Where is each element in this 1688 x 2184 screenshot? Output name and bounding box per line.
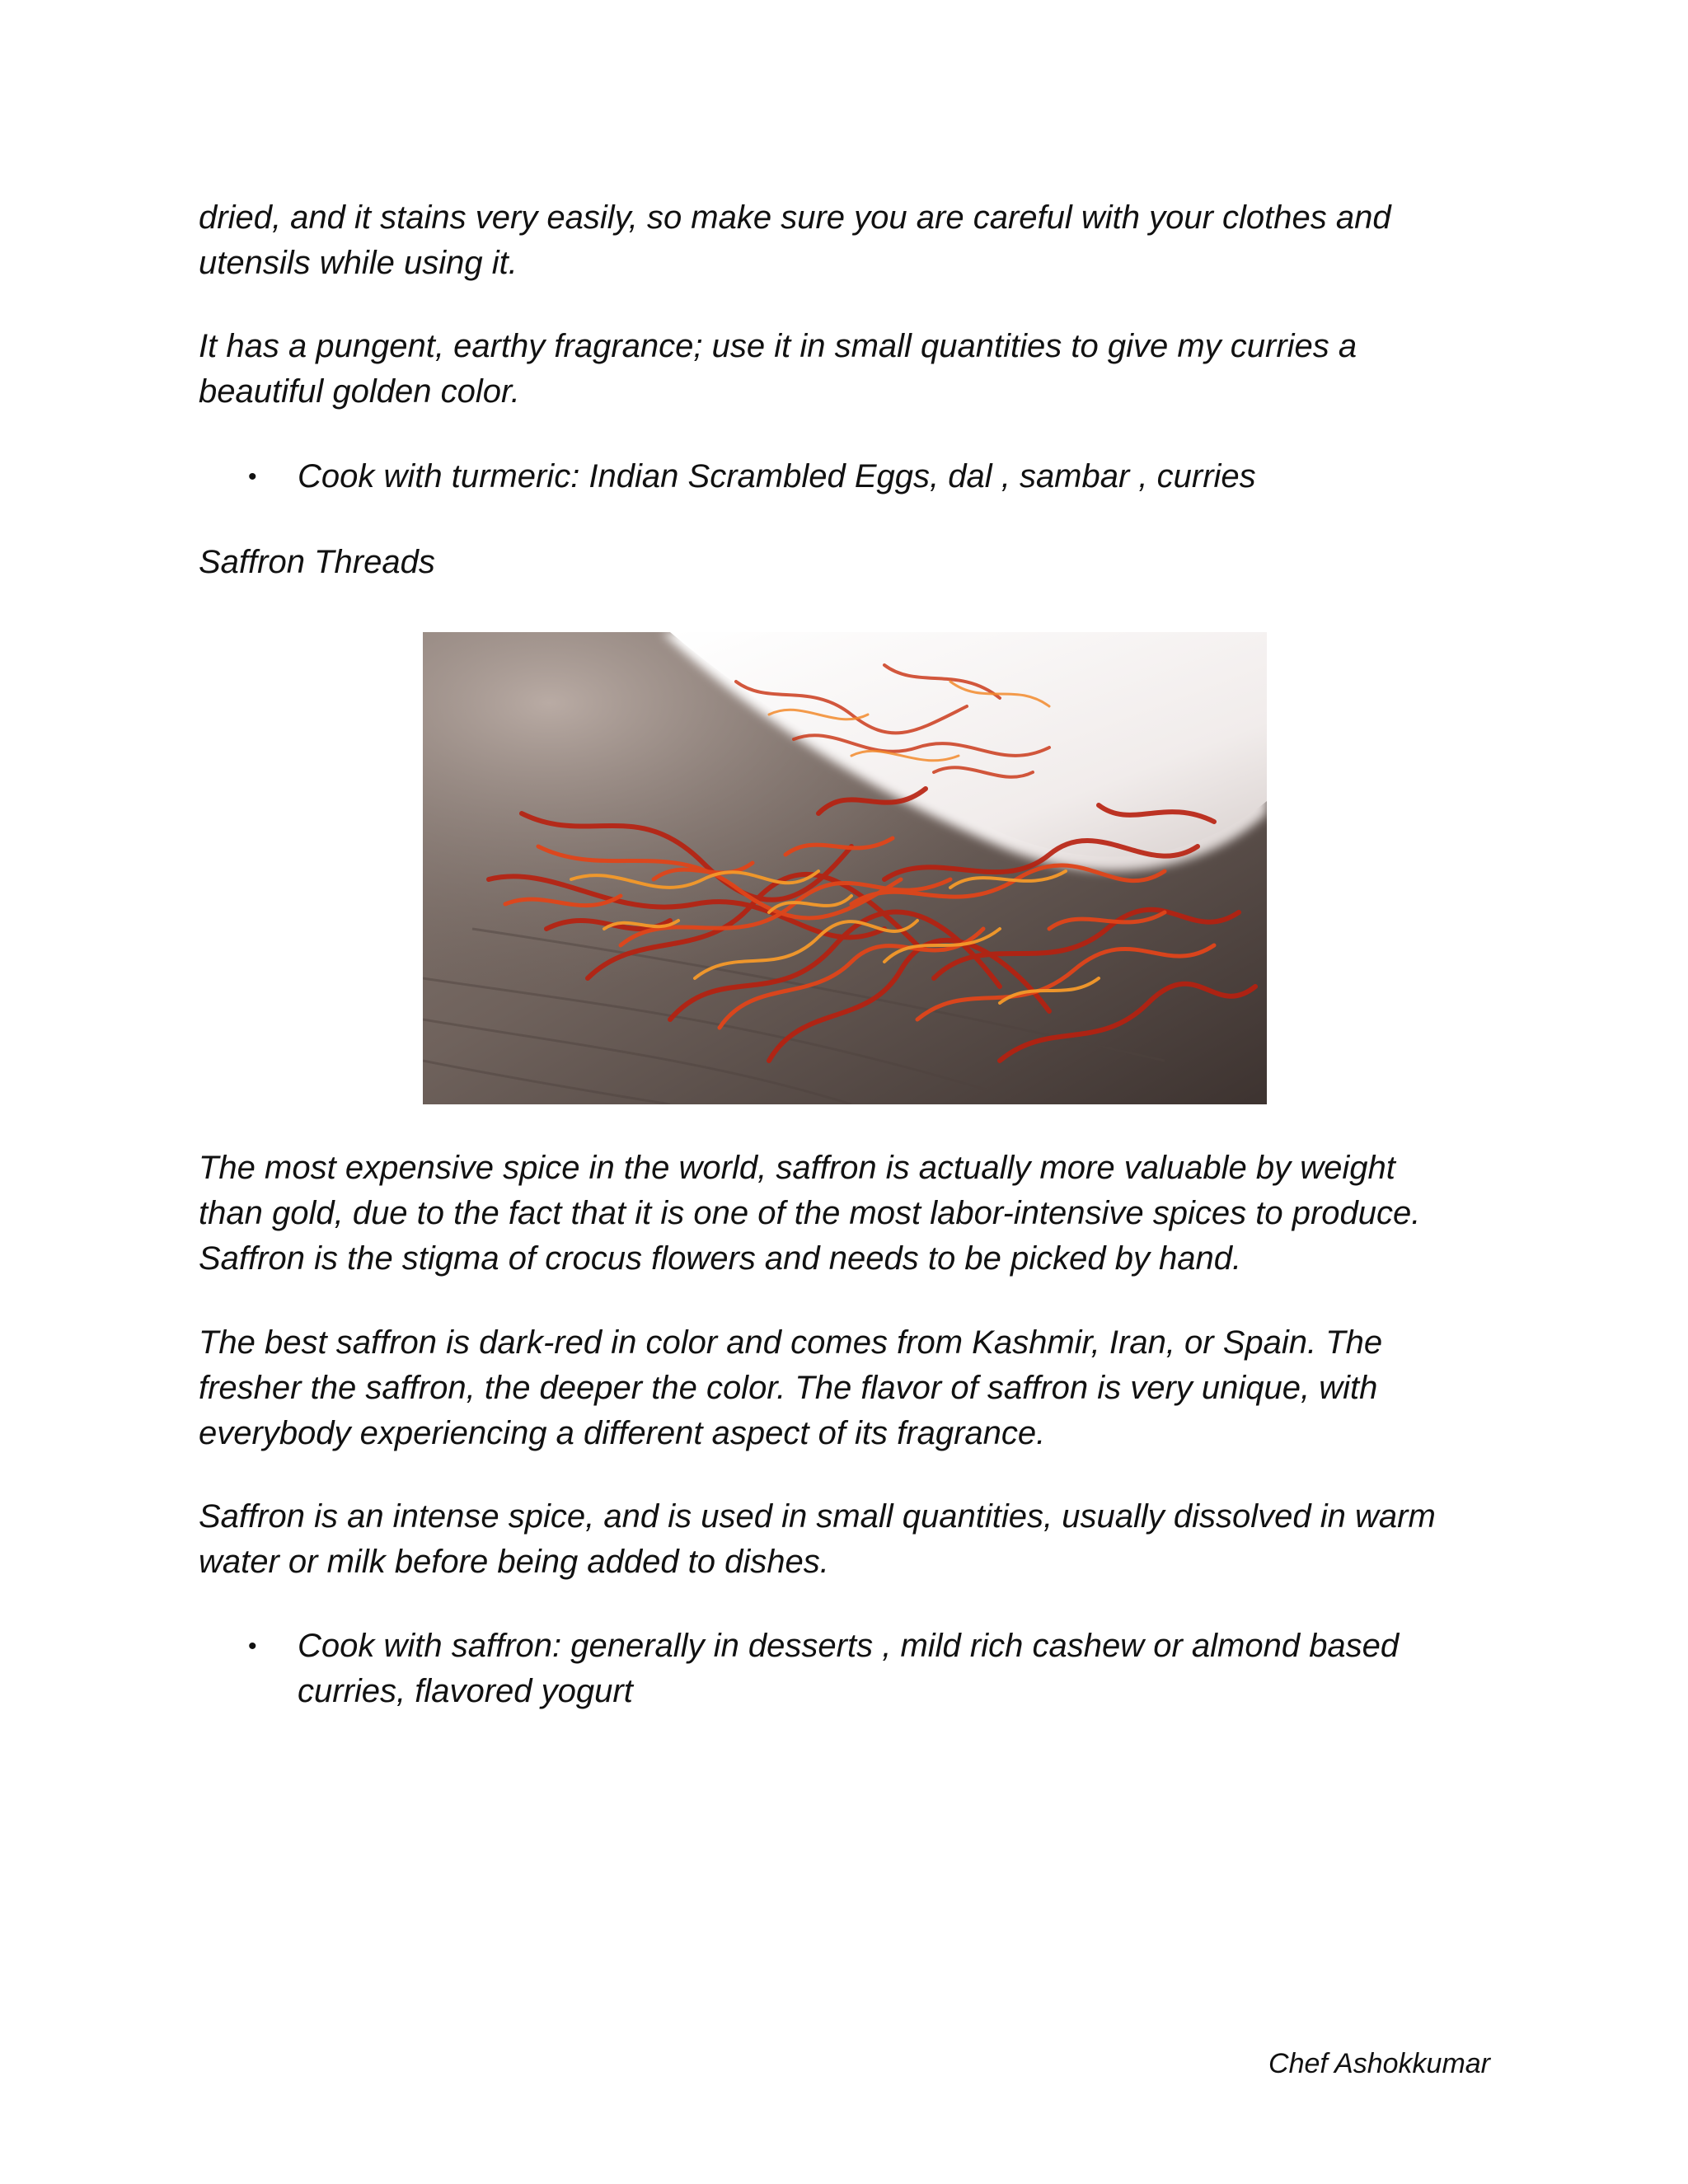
paragraph-line: fresher the saffron, the deeper the color. The flavor of saffron is very unique, with xyxy=(199,1370,1378,1406)
paragraph-line: than gold, due to the fact that it is one of the most labor-intensive spices to produce. xyxy=(199,1195,1421,1231)
paragraph-line: The best saffron is dark-red in color and comes from Kashmir, Iran, or Spain. The xyxy=(199,1324,1383,1361)
paragraph-line: beautiful golden color. xyxy=(199,373,520,410)
footer-author: Chef Ashokkumar xyxy=(1268,2048,1490,2079)
bullet-icon: • xyxy=(248,463,257,490)
saffron-threads-image xyxy=(423,632,1267,1104)
paragraph-line: Saffron is the stigma of crocus flowers and needs to be picked by hand. xyxy=(199,1240,1242,1277)
paragraph-line: water or milk before being added to dishes. xyxy=(199,1544,829,1580)
list-item-text: Cook with turmeric: Indian Scrambled Eggs, dal , sambar , curries xyxy=(298,458,1256,494)
paragraph-line: dried, and it stains very easily, so make sure you are careful with your clothes and xyxy=(199,199,1391,236)
list-item-text: curries, flavored yogurt xyxy=(298,1673,633,1709)
bullet-icon: • xyxy=(248,1633,257,1660)
paragraph-line: everybody experiencing a different aspect of its fragrance. xyxy=(199,1415,1046,1451)
paragraph-line: The most expensive spice in the world, saffron is actually more valuable by weight xyxy=(199,1150,1395,1186)
list-item-text: Cook with saffron: generally in desserts , mild rich cashew or almond based xyxy=(298,1628,1400,1664)
section-heading: Saffron Threads xyxy=(199,544,435,580)
paragraph-line: utensils while using it. xyxy=(199,245,518,281)
paragraph-line: It has a pungent, earthy fragrance; use it in small quantities to give my curries a xyxy=(199,328,1357,364)
paragraph-line: Saffron is an intense spice, and is used in small quantities, usually dissolved in warm xyxy=(199,1498,1436,1535)
